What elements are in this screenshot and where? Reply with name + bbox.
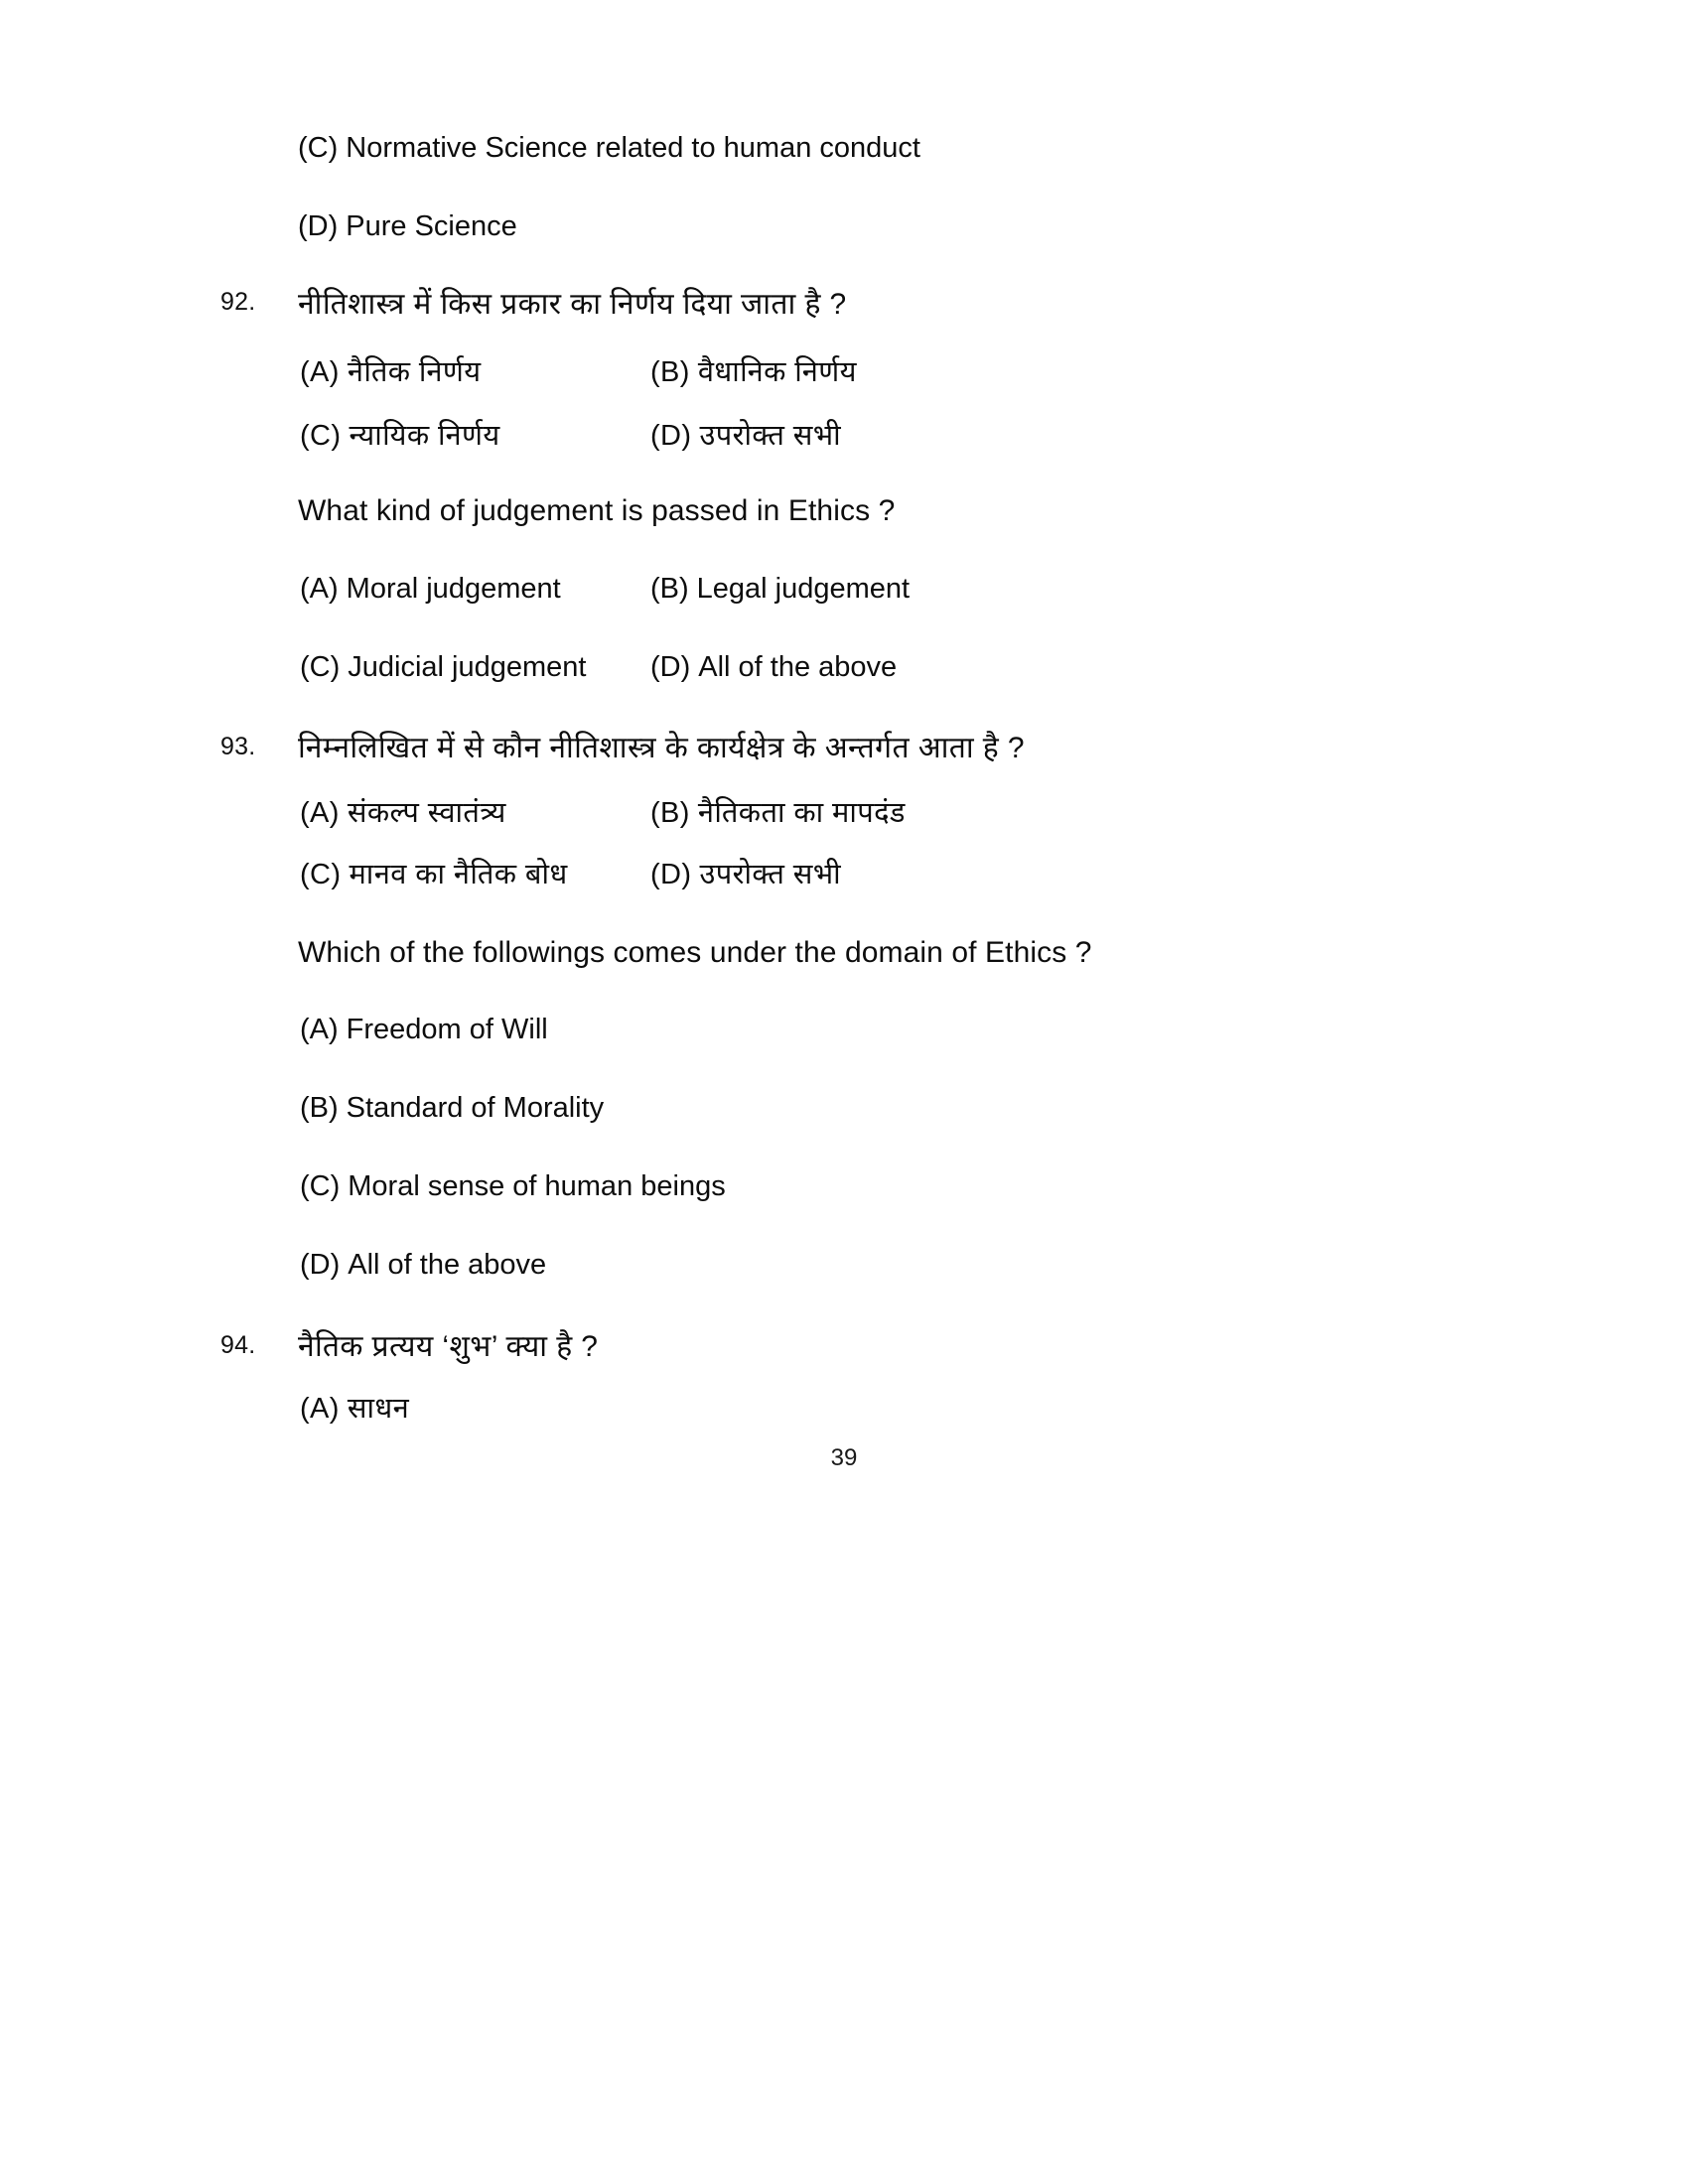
option-marker: (A)	[300, 1014, 339, 1045]
option-row	[300, 351, 482, 390]
option-marker: (C)	[298, 132, 339, 164]
option-row	[298, 132, 920, 165]
option-marker: (B)	[300, 1092, 339, 1124]
option-text: नैतिकता का मापदंड	[697, 797, 906, 829]
option-row	[298, 210, 517, 243]
option-text: साधन	[347, 1393, 410, 1425]
option-text: Standard of Morality	[346, 1092, 605, 1124]
question-number-93: 93.	[220, 733, 256, 760]
option-marker: (A)	[300, 797, 340, 829]
option-marker: (C)	[300, 651, 341, 683]
option-text: Legal judgement	[696, 573, 911, 605]
option-marker: (C)	[300, 1170, 341, 1202]
option-row	[650, 854, 841, 892]
option-row	[300, 792, 506, 831]
option-row	[650, 792, 906, 831]
option-marker: (D)	[300, 1249, 341, 1281]
option-row	[300, 1249, 546, 1282]
option-text: All of the above	[698, 651, 898, 683]
option-marker: (A)	[300, 573, 339, 605]
option-marker: (C)	[300, 859, 342, 890]
option-marker: (D)	[298, 210, 339, 242]
option-text: मानव का नैतिक बोध	[349, 859, 568, 890]
option-text: All of the above	[348, 1249, 547, 1281]
option-row	[300, 573, 561, 606]
option-marker: (A)	[300, 1393, 340, 1425]
option-row	[300, 1388, 409, 1427]
option-text: संकल्प स्वातंत्र्य	[347, 797, 506, 829]
option-marker: (B)	[650, 356, 690, 388]
option-text: Normative Science related to human conduct	[346, 132, 920, 164]
question-stem-hindi-93: निम्नलिखित में से कौन नीतिशास्त्र के कार्यक्षेत्र के अन्तर्गत आता है ?	[298, 732, 1025, 764]
question-stem-english-92: What kind of judgement is passed in Ethics ?	[298, 494, 896, 527]
option-marker: (A)	[300, 356, 340, 388]
option-row	[650, 415, 841, 454]
page-number: 39	[830, 1444, 858, 1471]
option-row	[300, 854, 568, 892]
option-marker: (B)	[650, 797, 690, 829]
option-text: उपरोक्त सभी	[699, 420, 842, 452]
question-stem-hindi-94: नैतिक प्रत्यय ‘शुभ’ क्या है ?	[298, 1330, 599, 1363]
option-text: Moral sense of human beings	[348, 1170, 726, 1202]
option-row	[650, 573, 910, 606]
option-row	[300, 1014, 548, 1046]
option-row	[300, 651, 586, 684]
option-text: Freedom of Will	[346, 1014, 548, 1045]
option-text: उपरोक्त सभी	[699, 859, 842, 890]
option-row	[300, 1092, 604, 1125]
option-text: वैधानिक निर्णय	[697, 356, 857, 388]
option-marker: (B)	[650, 573, 689, 605]
option-text: Pure Science	[346, 210, 517, 242]
question-stem-english-93: Which of the followings comes under the domain of Ethics ?	[298, 936, 1092, 969]
question-number-94: 94.	[220, 1331, 256, 1359]
option-row	[650, 651, 897, 684]
option-marker: (C)	[300, 420, 342, 452]
option-text: Judicial judgement	[348, 651, 587, 683]
option-row	[300, 1170, 726, 1203]
option-row	[300, 415, 500, 454]
option-marker: (D)	[650, 651, 691, 683]
option-text: नैतिक निर्णय	[347, 356, 482, 388]
question-stem-hindi-92: नीतिशास्त्र में किस प्रकार का निर्णय दिया जाता है ?	[298, 288, 847, 321]
option-text: Moral judgement	[346, 573, 561, 605]
option-marker: (D)	[650, 420, 692, 452]
option-row	[650, 351, 857, 390]
option-marker: (D)	[650, 859, 692, 890]
option-text: न्यायिक निर्णय	[349, 420, 500, 452]
question-number-92: 92.	[220, 288, 256, 316]
